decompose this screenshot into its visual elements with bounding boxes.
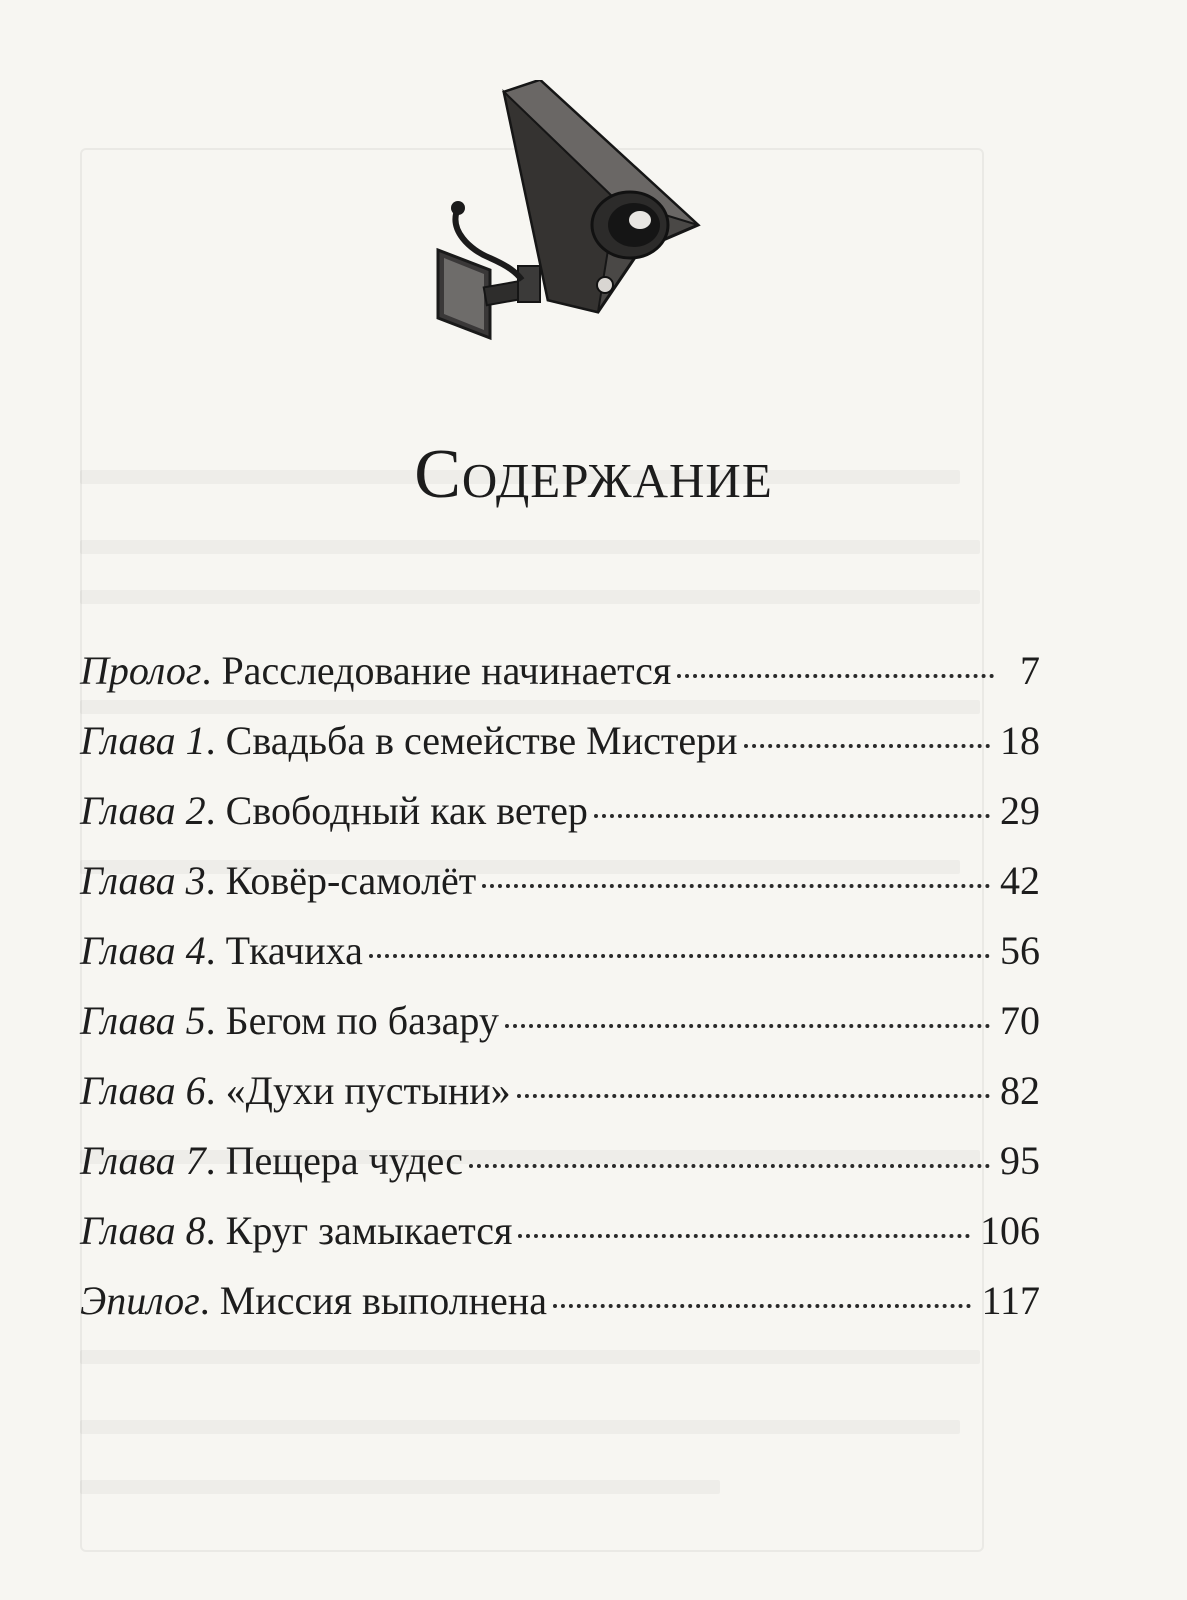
toc-row-label: Глава 5 (80, 998, 206, 1043)
toc-row-chapter-title: Миссия выполнена (219, 1278, 547, 1323)
toc-row-separator: . (205, 928, 226, 973)
toc-row-chapter-title: Бегом по базару (225, 998, 499, 1043)
toc-row-chapter-title: Ковёр-самолёт (225, 858, 477, 903)
toc-row-separator: . (205, 998, 226, 1043)
toc-row-leader-dots (744, 744, 990, 748)
toc-row[interactable] (80, 846, 1040, 916)
toc-row-label: Глава 2 (80, 788, 206, 833)
toc-row-leader-dots (482, 884, 990, 888)
toc-row-label: Глава 6 (80, 1068, 206, 1113)
toc-row-separator: . (205, 788, 226, 833)
toc-row[interactable] (80, 1266, 1040, 1336)
bleed-through-line (80, 1350, 980, 1364)
toc-row-chapter-title: Расследование начинается (221, 648, 672, 693)
bleed-through-line (80, 1420, 960, 1434)
toc-row-label: Пролог (80, 648, 202, 693)
toc-row-page-number: 70 (1000, 998, 1040, 1043)
bleed-through-line (80, 590, 980, 604)
toc-row[interactable] (80, 706, 1040, 776)
toc-row-page-number: 95 (1000, 1138, 1040, 1183)
toc-row-page-number: 56 (1000, 928, 1040, 973)
toc-row-chapter-title: Свадьба в семействе Мистери (225, 718, 738, 763)
toc-row-page-number: 7 (1020, 648, 1040, 693)
toc-row-chapter-title: Ткачиха (225, 928, 363, 973)
security-camera-icon (430, 80, 720, 350)
toc-row-page-number: 42 (1000, 858, 1040, 903)
toc-row[interactable] (80, 916, 1040, 986)
toc-row-leader-dots (369, 954, 990, 958)
toc-row-page-number: 106 (980, 1208, 1040, 1253)
toc-row-page-number: 82 (1000, 1068, 1040, 1113)
toc-row-separator: . (201, 648, 222, 693)
page-title: Содержание (414, 436, 773, 513)
toc-row[interactable] (80, 1196, 1040, 1266)
toc-row-label: Глава 4 (80, 928, 206, 973)
bleed-through-line (80, 540, 980, 554)
toc-row-separator: . (205, 1068, 226, 1113)
toc-row-label: Глава 3 (80, 858, 206, 903)
toc-row[interactable] (80, 1056, 1040, 1126)
toc-row-label: Глава 7 (80, 1138, 206, 1183)
toc-row-page-number: 117 (981, 1278, 1040, 1323)
toc-row-separator: . (205, 858, 226, 903)
toc-row-chapter-title: Пещера чудес (225, 1138, 464, 1183)
toc-row-leader-dots (505, 1024, 990, 1028)
toc-row-label: Глава 8 (80, 1208, 206, 1253)
toc-row[interactable] (80, 1126, 1040, 1196)
toc-row-leader-dots (594, 814, 990, 818)
toc-row[interactable] (80, 636, 1040, 706)
table-of-contents (80, 636, 1040, 1336)
toc-row-separator: . (205, 1138, 226, 1183)
toc-row[interactable] (80, 776, 1040, 846)
toc-row-separator: . (199, 1278, 220, 1323)
toc-row-leader-dots (677, 674, 994, 678)
toc-row-separator: . (205, 1208, 226, 1253)
toc-row-leader-dots (518, 1234, 970, 1238)
toc-row-page-number: 18 (1000, 718, 1040, 763)
toc-row[interactable] (80, 986, 1040, 1056)
toc-row-leader-dots (553, 1304, 972, 1308)
toc-row-leader-dots (469, 1164, 990, 1168)
toc-row-chapter-title: «Духи пустыни» (225, 1068, 511, 1113)
bleed-through-line (80, 1480, 720, 1494)
toc-row-label: Глава 1 (80, 718, 206, 763)
toc-row-separator: . (205, 718, 226, 763)
toc-row-chapter-title: Свободный как ветер (225, 788, 588, 833)
toc-row-chapter-title: Круг замыкается (225, 1208, 513, 1253)
toc-row-page-number: 29 (1000, 788, 1040, 833)
toc-row-leader-dots (517, 1094, 990, 1098)
toc-row-label: Эпилог (80, 1278, 200, 1323)
